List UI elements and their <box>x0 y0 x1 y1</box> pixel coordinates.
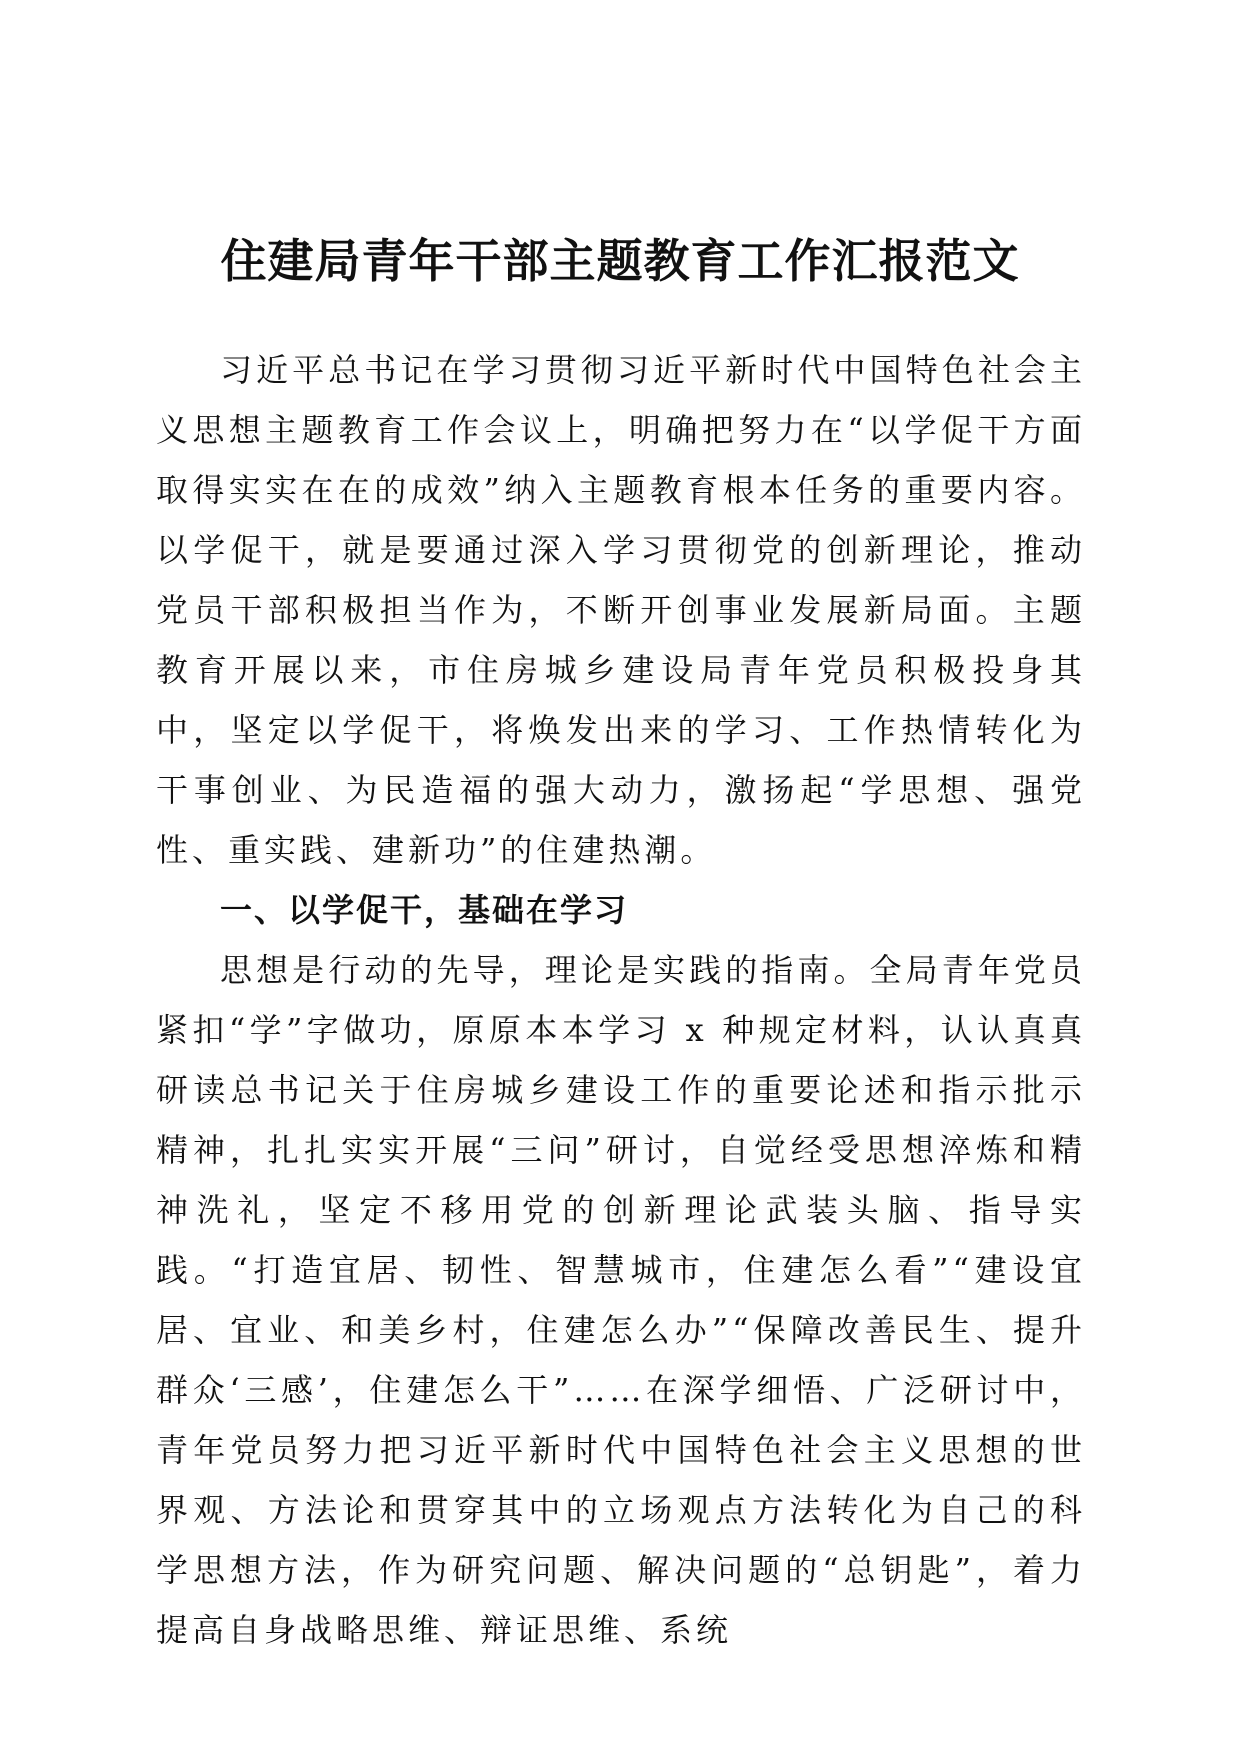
section-1-paragraph: 思想是行动的先导，理论是实践的指南。全局青年党员紧扣“学”字做功，原原本本学习 x 种规定材料，认认真真研读总书记关于住房城乡建设工作的重要论述和指示批示精神，扎扎实实开展“三问”研讨，自觉经受思想淬炼和精神洗礼，坚定不移用党的创新理论武装头脑、指导实践。“打造宜居、韧性、智慧城市，住建怎么看”“建设宜居、宜业、和美乡村，住建怎么办”“保障改善民生、提升群众‘三感’，住建怎么干”……在深学细悟、广泛研讨中，青年党员努力把习近平新时代中国特色社会主义思想的世界观、方法论和贯穿其中的立场观点方法转化为自己的科学思想方法，作为研究问题、解决问题的“总钥匙”，着力提高自身战略思维、辩证思维、系统 <box>156 951 1086 1649</box>
document-body <box>156 340 1086 1660</box>
intro-paragraph: 习近平总书记在学习贯彻习近平新时代中国特色社会主义思想主题教育工作会议上，明确把努力在“以学促干方面取得实实在在的成效”纳入主题教育根本任务的重要内容。以学促干，就是要通过深入学习贯彻党的创新理论，推动党员干部积极担当作为，不断开创事业发展新局面。主题教育开展以来，市住房城乡建设局青年党员积极投身其中，坚定以学促干，将焕发出来的学习、工作热情转化为干事创业、为民造福的强大动力，激扬起“学思想、强党性、重实践、建新功”的住建热潮。 <box>156 351 1086 869</box>
document-title: 住建局青年干部主题教育工作汇报范文 <box>220 234 1020 288</box>
section-heading-1: 一、以学促干，基础在学习 <box>220 891 629 929</box>
